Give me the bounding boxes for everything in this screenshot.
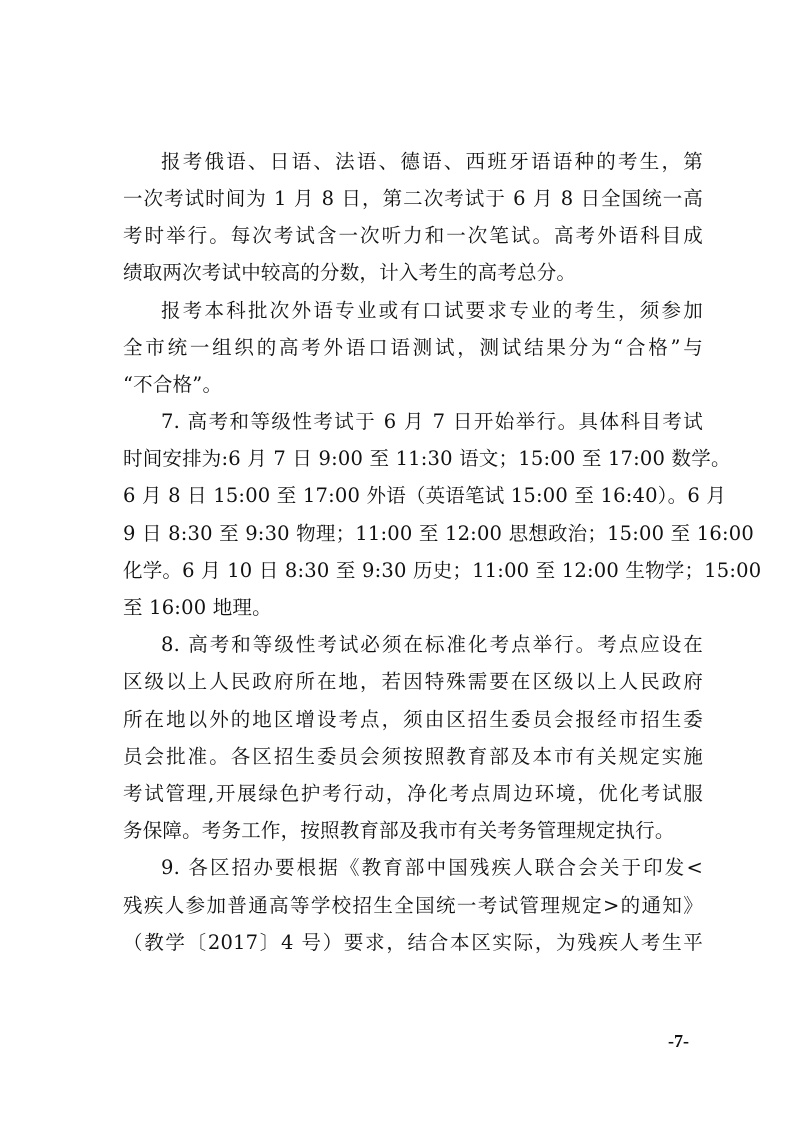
text-line: 考试管理,开展绿色护考行动，净化考点周边环境，优化考试服 (123, 782, 703, 805)
text-line: 至 16:00 地理。 (123, 596, 272, 619)
text-line: 考时举行。每次考试含一次听力和一次笔试。高考外语科目成 (123, 224, 703, 247)
text-line: 一次考试时间为 1 月 8 日，第二次考试于 6 月 8 日全国统一高 (123, 187, 703, 210)
page-number: -7- (668, 1031, 689, 1051)
text-line: 6 月 8 日 15:00 至 17:00 外语（英语笔试 15:00 至 16:40）。6 月 (123, 484, 727, 507)
text-line: （教学〔2017〕4 号）要求，结合本区实际，为残疾人考生平 (123, 931, 703, 954)
text-line: 员会批准。各区招生委员会须按照教育部及本市有关规定实施 (123, 745, 703, 768)
text-line: 7. 高考和等级性考试于 6 月 7 日开始举行。具体科目考试 (161, 410, 703, 433)
text-line: 报考俄语、日语、法语、德语、西班牙语语种的考生，第 (161, 150, 703, 173)
text-line: 残疾人参加普通高等学校招生全国统一考试管理规定>的通知》 (123, 894, 703, 917)
text-line: 化学。6 月 10 日 8:30 至 9:30 历史；11:00 至 12:00 生物学；15:00 (123, 559, 762, 582)
text-line: 9 日 8:30 至 9:30 物理；11:00 至 12:00 思想政治；15:00 至 16:00 (123, 522, 754, 545)
text-line: 报考本科批次外语专业或有口试要求专业的考生，须参加 (161, 299, 703, 322)
text-line: “不合格”。 (123, 373, 223, 396)
text-line: 所在地以外的地区增设考点，须由区招生委员会报经市招生委 (123, 708, 703, 731)
text-line: 8. 高考和等级性考试必须在标准化考点举行。考点应设在 (161, 633, 703, 656)
text-line: 绩取两次考试中较高的分数，计入考生的高考总分。 (123, 261, 577, 284)
text-line: 时间安排为:6 月 7 日 9:00 至 11:30 语文；15:00 至 17:00 数学。 (123, 447, 731, 470)
text-line: 9. 各区招办要根据《教育部中国残疾人联合会关于印发< (161, 856, 703, 879)
text-line: 区级以上人民政府所在地，若因特殊需要在区级以上人民政府 (123, 670, 703, 693)
text-line: 全市统一组织的高考外语口语测试，测试结果分为“合格”与 (123, 336, 703, 359)
text-line: 务保障。考务工作，按照教育部及我市有关考务管理规定执行。 (123, 819, 675, 842)
